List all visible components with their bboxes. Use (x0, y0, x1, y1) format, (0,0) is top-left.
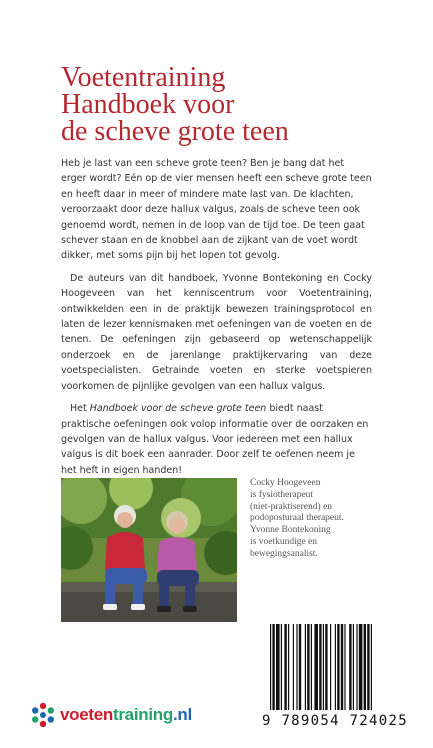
logo-wordmark (60, 705, 192, 725)
barcode-bar (284, 624, 286, 710)
caption-line: is fysiotherapeut (250, 489, 314, 500)
logo-part-2: training (113, 705, 173, 724)
barcode-bar (364, 624, 366, 710)
barcode-bar (319, 624, 321, 710)
barcode-bar (325, 624, 327, 710)
title-line-1: Voetentraining (61, 62, 226, 93)
barcode-bar (311, 624, 312, 710)
authors-photo (61, 478, 237, 622)
barcode-bar (359, 624, 363, 710)
caption-line: is voetkundige en (250, 536, 318, 547)
p3-after: biedt naast praktische oefeningen ook volop informatie over de oorzaken en gevolgen van de hallux valgus. Voor iedereen met een hallux valgus is dit boek een aanrader. Door zelf te oefenen neem je het heft in eigen handen! (61, 403, 369, 476)
logo-part-3: .nl (172, 705, 192, 724)
blurb-paragraph-2: De auteurs van dit handboek, Yvonne Bontekoning en Cocky Hoogeveen van het kenniscentrum voor Voetentraining, ontwikkelden een in de praktijk bewezen trainingsprotocol en laten de lezer kennismaken met oefeningen van de voeten en de tenen. De oefeningen zijn gebaseerd op wetenschappelijk onderzoek en de jarenlange praktijkervaring van deze voetspecialisten. Getrainde voeten en sterke voetspieren voorkomen de pijnlijke gevolgen van een hallux valgus. (61, 272, 372, 392)
blurb-paragraph-3 (61, 401, 372, 478)
blurb-paragraph-1: Heb je last van een scheve grote teen? Ben je bang dat het erger wordt? Eén op de vier mensen heeft een scheve grote teen en heeft daar in meer of mindere mate last van. De klachten, veroorzaakt door deze hallux valgus, zoals de scheve teen ook genoemd wordt, nemen in de loop van de tijd toe. De teen gaat schever staan en de knobbel aan de zijkant van de voet wordt dikker, met soms pijn bij het lopen tot gevolg. (61, 158, 372, 262)
star-burst-icon (30, 702, 56, 728)
barcode-bar (288, 624, 289, 710)
caption-line: bewegingsanalist. (250, 548, 318, 559)
blurb-text (61, 156, 372, 485)
barcode-bar (281, 624, 282, 710)
title-line-2: Handboek voor (61, 89, 235, 120)
barcode-bar (335, 624, 336, 710)
book-title (61, 64, 381, 145)
barcode-bar (296, 624, 297, 710)
barcode-bar (305, 624, 306, 710)
barcode-bar (276, 624, 280, 710)
barcode-bar (293, 624, 294, 710)
barcode-bar (272, 624, 274, 710)
caption-line: (niet-praktiserend) en (250, 501, 333, 512)
barcode-bar (367, 624, 369, 710)
publisher-logo (30, 700, 192, 730)
barcode-bar (341, 624, 343, 710)
barcode-bar (371, 624, 372, 710)
barcode-bar (349, 624, 351, 710)
caption-line: podoposturaal therapeut. (250, 513, 344, 524)
barcode-bar (344, 624, 345, 710)
barcode-bar (323, 624, 324, 710)
barcode-bar (330, 624, 331, 710)
barcode-bar (356, 624, 357, 710)
logo-part-1: voeten (60, 705, 113, 724)
title-line-3: de scheve grote teen (61, 116, 289, 147)
barcode-bar (314, 624, 318, 710)
barcode-bar (270, 624, 271, 710)
isbn-barcode (262, 620, 412, 734)
barcode-bar (307, 624, 309, 710)
barcode-bar (337, 624, 339, 710)
p3-book-title: Handboek voor de scheve grote teen (89, 403, 267, 415)
p3-before: Het (70, 403, 90, 415)
barcode-bars (262, 620, 412, 712)
barcode-bar (299, 624, 301, 710)
isbn-number: 9 789054 724025 (262, 713, 408, 729)
caption-line: Yvonne Bontekoning (250, 525, 331, 536)
barcode-bar (353, 624, 354, 710)
authors-caption (250, 478, 390, 561)
caption-line: Cocky Hoogeveen (250, 478, 321, 488)
